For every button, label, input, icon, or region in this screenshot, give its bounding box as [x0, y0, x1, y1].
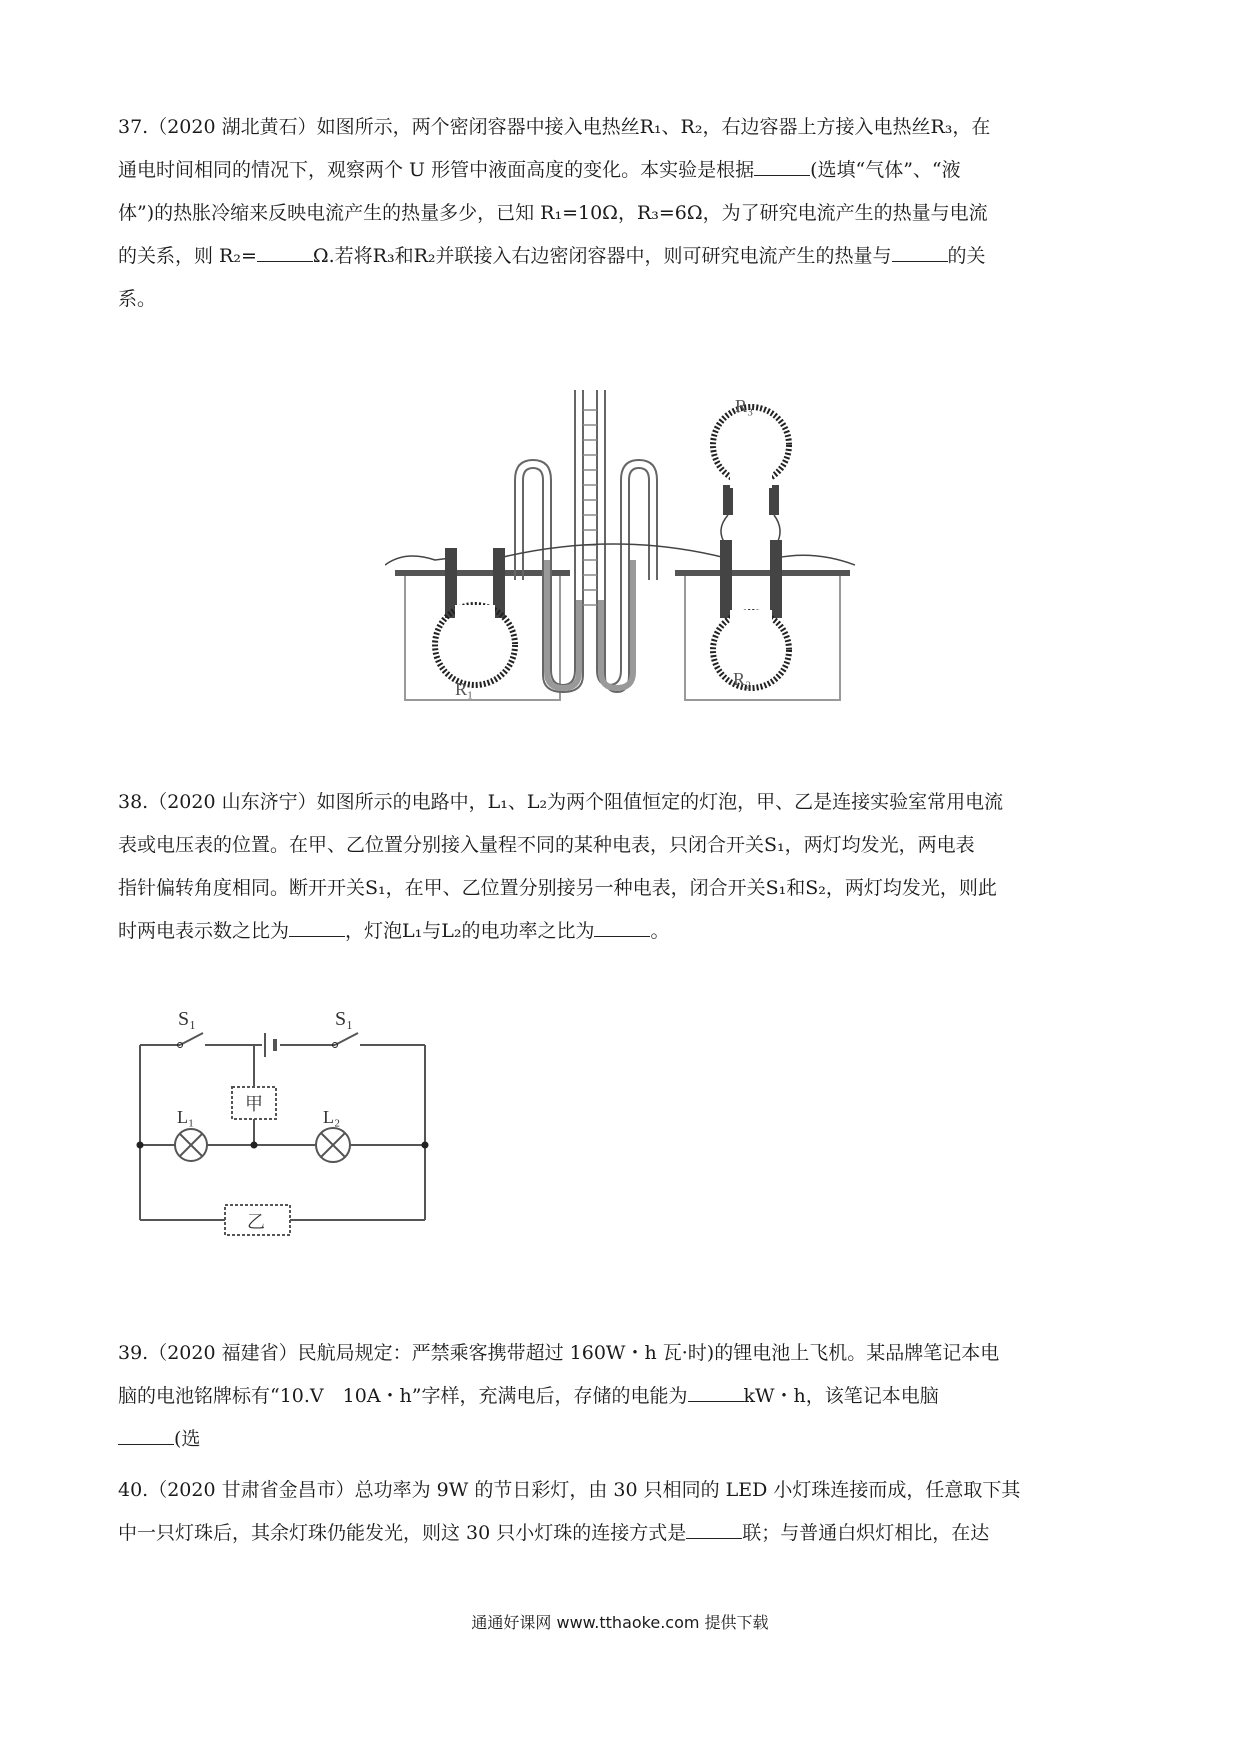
q37-line-3: 体”)的热胀冷缩来反映电流产生的热量多少，已知 R₁=10Ω，R₃=6Ω，为了研究电流产生的热量与电流	[118, 202, 988, 224]
answer-blank[interactable]	[257, 241, 313, 262]
q40-line-2: 中一只灯珠后，其余灯珠仍能发光，则这 30 只小灯珠的连接方式是 联；与普通白炽灯相比，在达	[118, 1512, 1128, 1555]
question-38	[118, 781, 1128, 953]
answer-blank[interactable]	[892, 241, 948, 262]
question-39	[118, 1332, 1128, 1461]
right-container	[685, 575, 840, 700]
q39-line-1: 39.（2020 福建省）民航局规定：严禁乘客携带超过 160W・h 瓦·时)的锂电池上飞机。某品牌笔记本电	[118, 1342, 1000, 1364]
label-s2: S₁	[335, 1008, 354, 1030]
right-lid	[675, 570, 850, 576]
label-r1: R₁	[455, 679, 474, 699]
answer-blank[interactable]	[754, 155, 810, 176]
answer-blank[interactable]	[688, 1381, 744, 1402]
label-r2: R₂	[733, 669, 752, 689]
figure-circuit	[125, 995, 445, 1265]
label-jia: 甲	[245, 1094, 263, 1114]
q40-line-1: 40.（2020 甘肃省金昌市）总功率为 9W 的节日彩灯，由 30 只相同的 LED 小灯珠连接而成，任意取下其	[118, 1479, 1021, 1501]
question-40	[118, 1469, 1128, 1555]
q38-line-1: 38.（2020 山东济宁）如图所示的电路中，L₁、L₂为两个阻值恒定的灯泡，甲、乙是连接实验室常用电流	[118, 791, 1004, 813]
q38-line-4: 时两电表示数之比为 ，灯泡L₁与L₂的电功率之比为 。	[118, 910, 1128, 953]
answer-blank[interactable]	[118, 1424, 174, 1445]
q39-line-3: (选	[118, 1418, 1128, 1461]
answer-blank[interactable]	[594, 916, 650, 937]
left-container	[405, 575, 560, 700]
label-l2: L₂	[323, 1107, 341, 1127]
question-37	[118, 106, 1128, 321]
label-r3: R₃	[735, 396, 754, 416]
label-yi: 乙	[247, 1212, 265, 1232]
answer-blank[interactable]	[686, 1518, 742, 1539]
label-l1: L₁	[177, 1107, 195, 1127]
r3-coil	[713, 407, 789, 483]
figure-heating-experiment	[385, 380, 855, 710]
q37-line-5: 系。	[118, 288, 157, 310]
q37-line-1: 37.（2020 湖北黄石）如图所示，两个密闭容器中接入电热丝R₁、R₂，右边容器上方接入电热丝R₃，在	[118, 116, 991, 138]
q37-line-2: 通电时间相同的情况下，观察两个 U 形管中液面高度的变化。本实验是根据 (选填“气体”、“液	[118, 149, 1128, 192]
q39-line-2: 脑的电池铭牌标有“10.V 10A・h”字样，充满电后，存储的电能为 kW・h，该笔记本电脑	[118, 1375, 1128, 1418]
q38-line-3: 指针偏转角度相同。断开开关S₁，在甲、乙位置分别接另一种电表，闭合开关S₁和S₂，两灯均发光，则此	[118, 877, 997, 899]
page-footer: 通通好课网 www.tthaoke.com 提供下载	[471, 1613, 769, 1632]
q37-line-4: 的关系，则 R₂= Ω.若将R₃和R₂并联接入右边密闭容器中，则可研究电流产生的热量与 的关	[118, 235, 1128, 278]
answer-blank[interactable]	[289, 916, 345, 937]
label-s1: S₁	[178, 1008, 197, 1030]
q38-line-2: 表或电压表的位置。在甲、乙位置分别接入量程不同的某种电表，只闭合开关S₁，两灯均发光，两电表	[118, 834, 975, 856]
